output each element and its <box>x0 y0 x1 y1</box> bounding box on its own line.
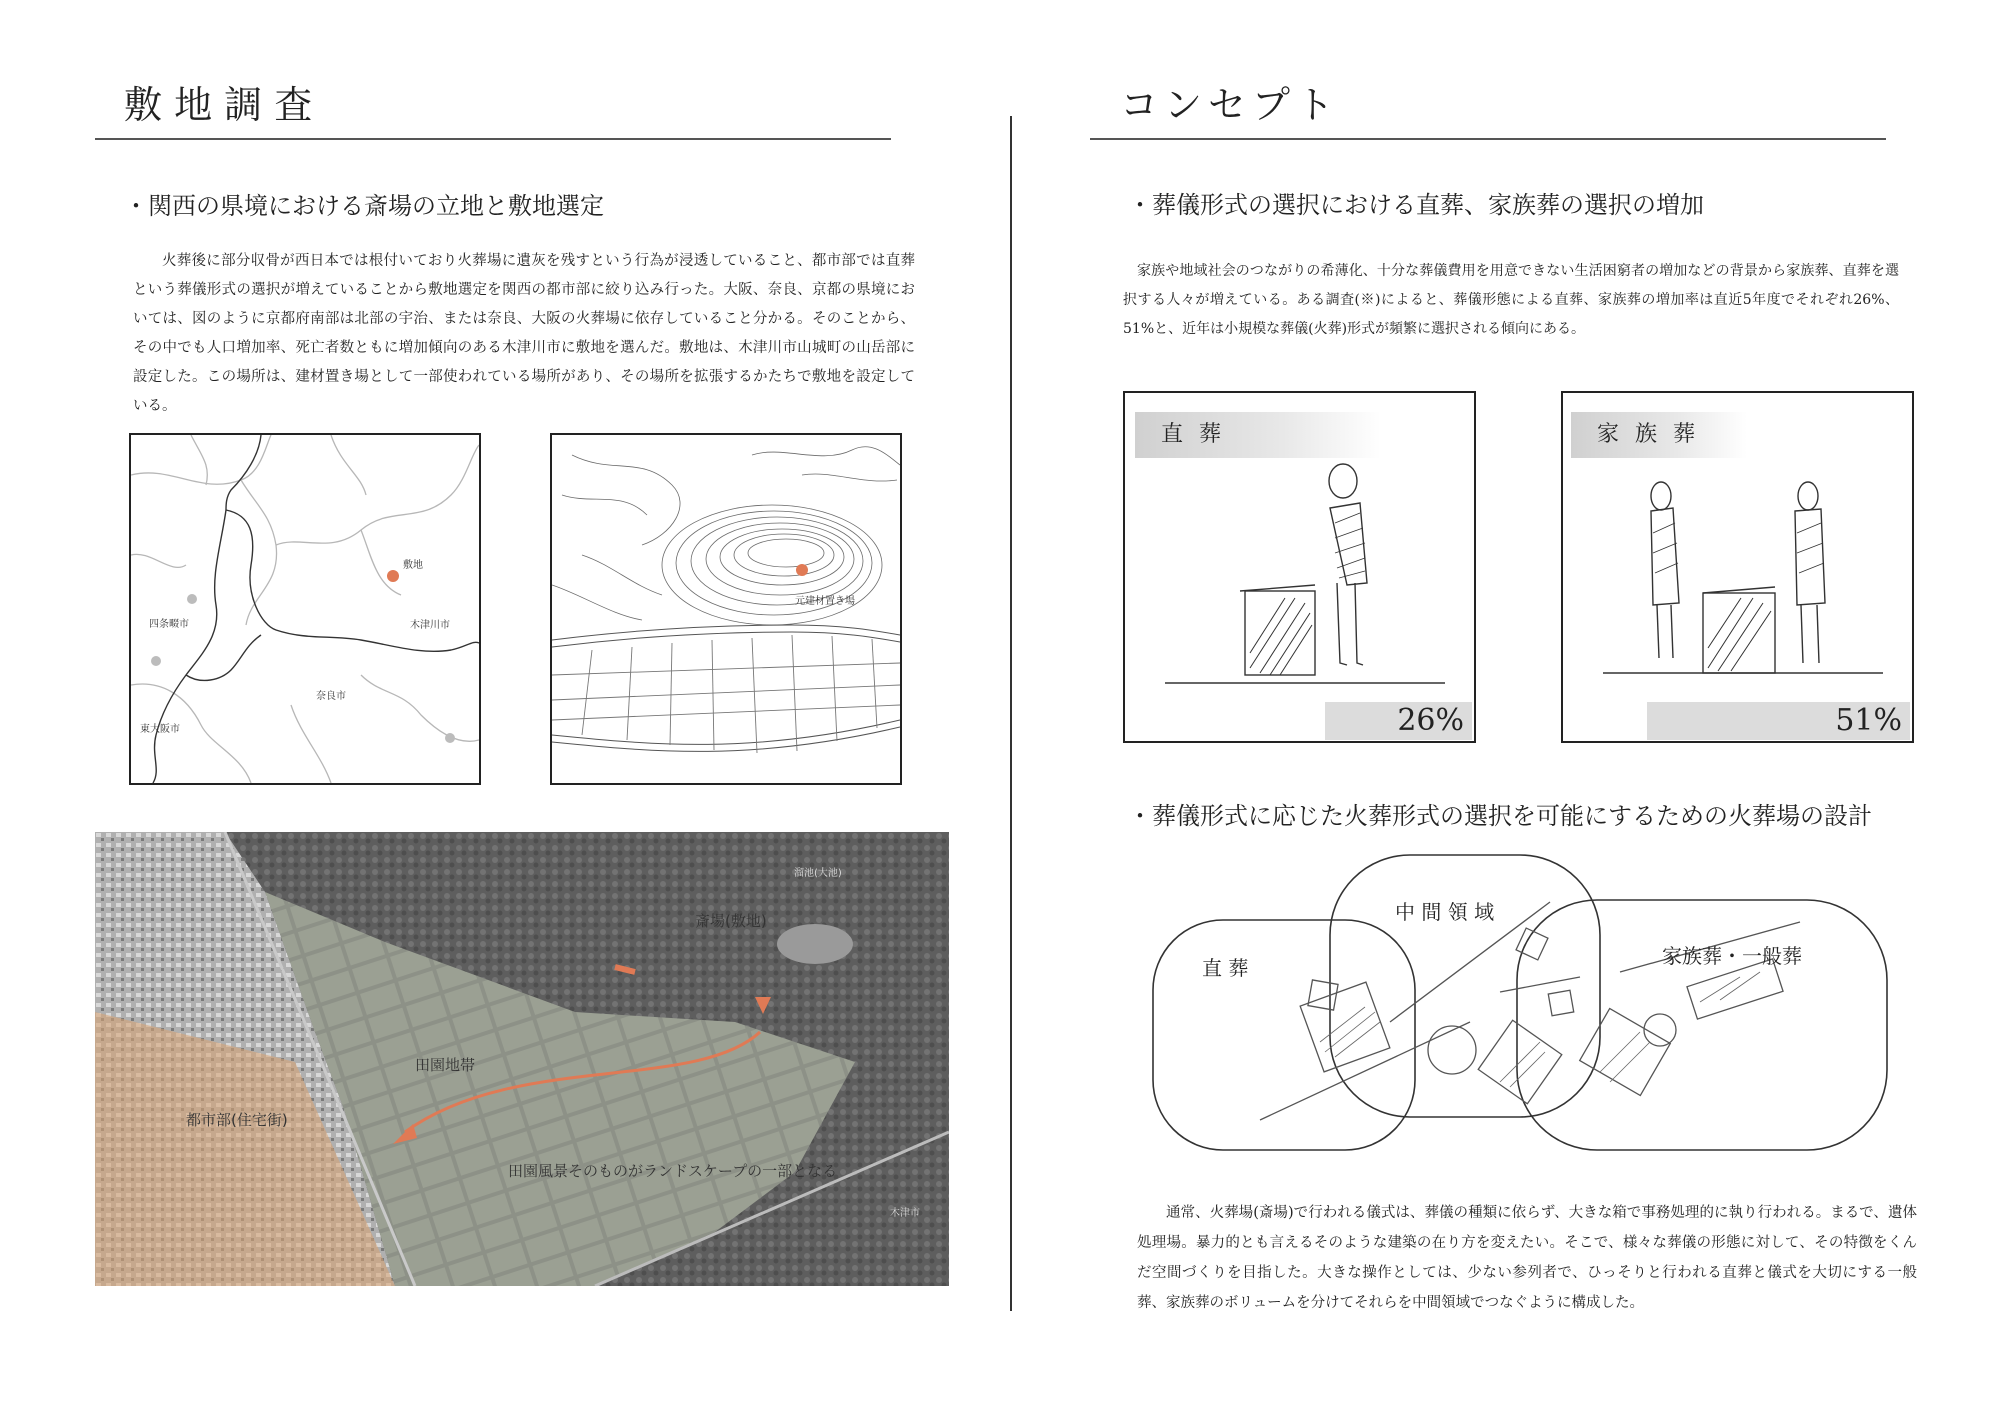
panel-label-family: 家族葬 <box>1571 412 1747 458</box>
map-label-kizugawa: 木津川市 <box>410 620 450 631</box>
topographic-map <box>550 433 902 785</box>
panel-label-direct: 直葬 <box>1135 412 1381 458</box>
page-title-concept: コンセプト <box>1120 83 1341 127</box>
map-label-former-material-yard: 元建材置き場 <box>795 596 855 607</box>
diagram-label-intermediate: 中 間 領 域 <box>1395 900 1495 924</box>
photo-label-fields: 田園地帯 <box>415 1056 476 1074</box>
aerial-photo <box>95 832 949 1286</box>
concept-paragraph-2: 通常、火葬場(斎場)で行われる儀式は、葬儀の種類に依らず、大きな箱で事務処理的に執り行われる。まるで、遺体処理場。暴力的とも言えるそのような建築の在り方を変えたい。そこで、様々な葬儀の形態に対して、その特徴をくんだ空間づくりを目指した。大きな操作としては、少ない参列者で、ひっそりと行われる直葬と儀式を大切にする一般葬、家族葬のボリュームを分けてそれらを中間領域でつなぐように構成した。 <box>1137 1205 1917 1311</box>
page-divider <box>1010 116 1012 1311</box>
section-heading-site-selection: ・関西の県境における斎場の立地と敷地選定 <box>124 192 604 220</box>
photo-label-site: 斎場(敷地) <box>695 912 767 930</box>
concept-diagram <box>1150 852 1890 1164</box>
title-rule-left <box>95 138 891 140</box>
page-title-site-survey: 敷 地 調 査 <box>124 83 313 127</box>
regional-map <box>129 433 481 785</box>
site-survey-paragraph: 火葬後に部分収骨が西日本では根付いており火葬場に遺灰を残すという行為が浸透していること、都市部では直葬という葬儀形式の選択が増えていることから敷地選定を関西の都市部に絞り込み行った。大阪、奈良、京都の県境においては、図のように京都府南部は北部の宇治、または奈良、大阪の火葬場に依存していること分かる。そのことから、その中でも人口増加率、死亡者数ともに増加傾向のある木津川市に敷地を選んだ。敷地は、木津川市山城町の山岳部に設定した。この場所は、建材置き場として一部使われている場所があり、その場所を拡張するかたちで敷地を設定している。 <box>133 253 915 414</box>
map-label-nara: 奈良市 <box>316 691 346 702</box>
panel-percent-direct: 26% <box>1325 702 1472 740</box>
section-heading-design: ・葬儀形式に応じた火葬形式の選択を可能にするための火葬場の設計 <box>1128 802 1872 830</box>
title-rule-right <box>1090 138 1886 140</box>
panel-percent-family: 51% <box>1647 702 1910 740</box>
map-label-site: 敷地 <box>403 560 423 571</box>
diagram-label-family-general: 家族葬・一般葬 <box>1662 944 1802 968</box>
map-label-shijonawate: 四条畷市 <box>149 619 189 630</box>
photo-label-city: 木津市 <box>890 1208 920 1219</box>
photo-label-landscape: 田園風景そのものがランドスケープの一部となる <box>508 1162 838 1180</box>
panel-direct-cremation <box>1123 391 1476 743</box>
map-label-higashiosaka: 東大阪市 <box>140 724 180 735</box>
photo-label-pond: 溜池(大池) <box>794 868 842 879</box>
concept-paragraph-1: 家族や地域社会のつながりの希薄化、十分な葬儀費用を用意できない生活困窮者の増加などの背景から家族葬、直葬を選択する人々が増えている。ある調査(※)によると、葬儀形態による直葬、家族葬の増加率は直近5年度でそれぞれ26%、51%と、近年は小規模な葬儀(火葬)形式が頻繁に選択される傾向にある。 <box>1123 263 1899 337</box>
photo-label-urban: 都市部(住宅街) <box>186 1111 288 1129</box>
panel-family-funeral <box>1561 391 1914 743</box>
section-heading-funeral-choice: ・葬儀形式の選択における直葬、家族葬の選択の増加 <box>1128 191 1704 219</box>
diagram-label-direct: 直 葬 <box>1202 956 1249 980</box>
